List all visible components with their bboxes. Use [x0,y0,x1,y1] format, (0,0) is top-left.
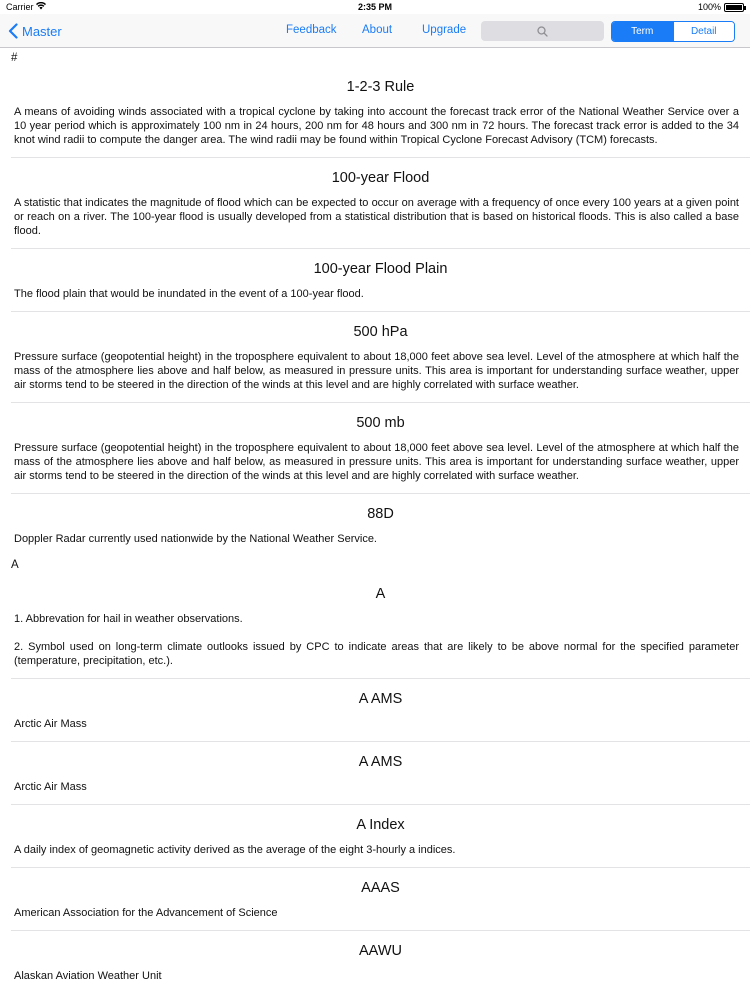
entry-definition [11,717,750,741]
entry-term: 500 mb [356,415,405,431]
definition-paragraph: A statistic that indicates the magnitude of flood which can be expected to occur on average with a frequency of once every 100 years at a given point or reach on a river. The 100-year flood is usually developed from a statistical distribution that is based on historical floods. This is also called a base flood. [14,197,739,237]
entry-definition [11,906,750,930]
entry-term: A AMS [358,691,403,707]
glossary-entry[interactable] [11,679,750,742]
back-button[interactable] [8,21,62,41]
chevron-left-icon [8,23,18,39]
section-header: A [11,559,19,571]
entry-definition [11,441,750,493]
entry-term: 88D [367,506,394,522]
glossary-entry[interactable] [11,312,750,403]
definition-paragraph: Alaskan Aviation Weather Unit [14,970,162,982]
glossary-entry[interactable] [11,494,750,556]
view-mode-segmented-control [611,21,735,42]
battery-indicator [698,2,744,12]
entry-term: A [375,586,386,602]
entry-definition [11,843,750,867]
definition-paragraph: 1. Abbrevation for hail in weather observations. [14,613,243,625]
glossary-entry[interactable] [11,931,750,993]
upgrade-button[interactable]: Upgrade [422,24,467,36]
clock: 2:35 PM [357,2,392,12]
battery-percent: 100% [697,2,721,12]
search-icon [537,26,548,37]
entry-term: 500 hPa [353,324,408,340]
entry-term: AAWU [359,943,402,959]
segment-detail[interactable]: Detail [673,22,735,41]
definition-paragraph: American Association for the Advancement of Science [14,907,278,919]
glossary-entry[interactable] [11,249,750,312]
glossary-entry[interactable] [11,67,750,158]
battery-icon [724,3,744,12]
definition-paragraph: Pressure surface (geopotential height) in the troposphere equivalent to about 18,000 feet above sea level. Level of the atmosphere at which half the mass of the atmosphere lies above and half below, as measured in pressure units. This area is important for understanding surface weather, upper air storms tend to be steered in the direction of the winds at this level and are highly correlated with surface weather. [14,351,739,391]
section-header: # [11,52,18,64]
entry-term: A Index [356,817,405,833]
glossary-entry[interactable] [11,574,750,679]
definition-paragraph: Doppler Radar currently used nationwide by the National Weather Service. [14,533,377,545]
entry-definition [11,196,750,248]
entry-term: 1-2-3 Rule [346,79,415,95]
definition-paragraph: Arctic Air Mass [14,781,87,793]
definition-paragraph: A means of avoiding winds associated with a tropical cyclone by taking into account the forecast track error of the National Weather Service over a 10 year period which is approximately 100 nm in 24 hours, 200 nm for 48 hours and 300 nm in 72 hours. The forecast track error is added to the 34 knot wind radii to compute the danger area. The wind radii may be found within Tropical Cyclone Forecast Advisory (TCM) forecasts. [14,106,739,146]
glossary-entry[interactable] [11,403,750,494]
definition-paragraph: Arctic Air Mass [14,718,87,730]
entry-definition [11,532,750,556]
entry-term: A AMS [358,754,403,770]
search-input[interactable] [481,21,604,41]
definition-paragraph: A daily index of geomagnetic activity derived as the average of the eight 3-hourly a indices. [14,844,456,856]
about-button[interactable]: About [362,24,393,36]
entry-term: 100-year Flood [331,170,430,186]
glossary-entry[interactable] [11,742,750,805]
feedback-button[interactable]: Feedback [286,24,337,36]
entry-definition [11,350,750,402]
entry-definition [11,287,750,311]
entry-definition [11,612,750,678]
glossary-entry[interactable] [11,805,750,868]
definition-paragraph: Pressure surface (geopotential height) in the troposphere equivalent to about 18,000 feet above sea level. Level of the atmosphere at which half the mass of the atmosphere lies above and half below, as measured in pressure units. This area is important for understanding surface weather, upper air storms tend to be steered in the direction of the winds at this level and are highly correlated with surface weather. [14,442,739,482]
entry-definition [11,969,750,993]
back-label: Master [22,23,62,39]
entry-definition [11,780,750,804]
status-bar [0,0,750,14]
glossary-entry[interactable] [11,868,750,931]
carrier-text: Carrier [6,2,34,12]
entry-term: AAAS [361,880,400,896]
entry-definition [11,105,750,157]
navigation-bar [0,14,750,48]
entry-term: 100-year Flood Plain [313,261,448,277]
glossary-list[interactable] [0,49,750,1000]
definition-paragraph: The flood plain that would be inundated in the event of a 100-year flood. [14,288,364,300]
definition-paragraph: 2. Symbol used on long-term climate outlooks issued by CPC to indicate areas that are likely to be above normal for the specified parameter (temperature, precipitation, etc.). [14,641,739,667]
segment-term[interactable]: Term [612,22,673,41]
glossary-entry[interactable] [11,158,750,249]
